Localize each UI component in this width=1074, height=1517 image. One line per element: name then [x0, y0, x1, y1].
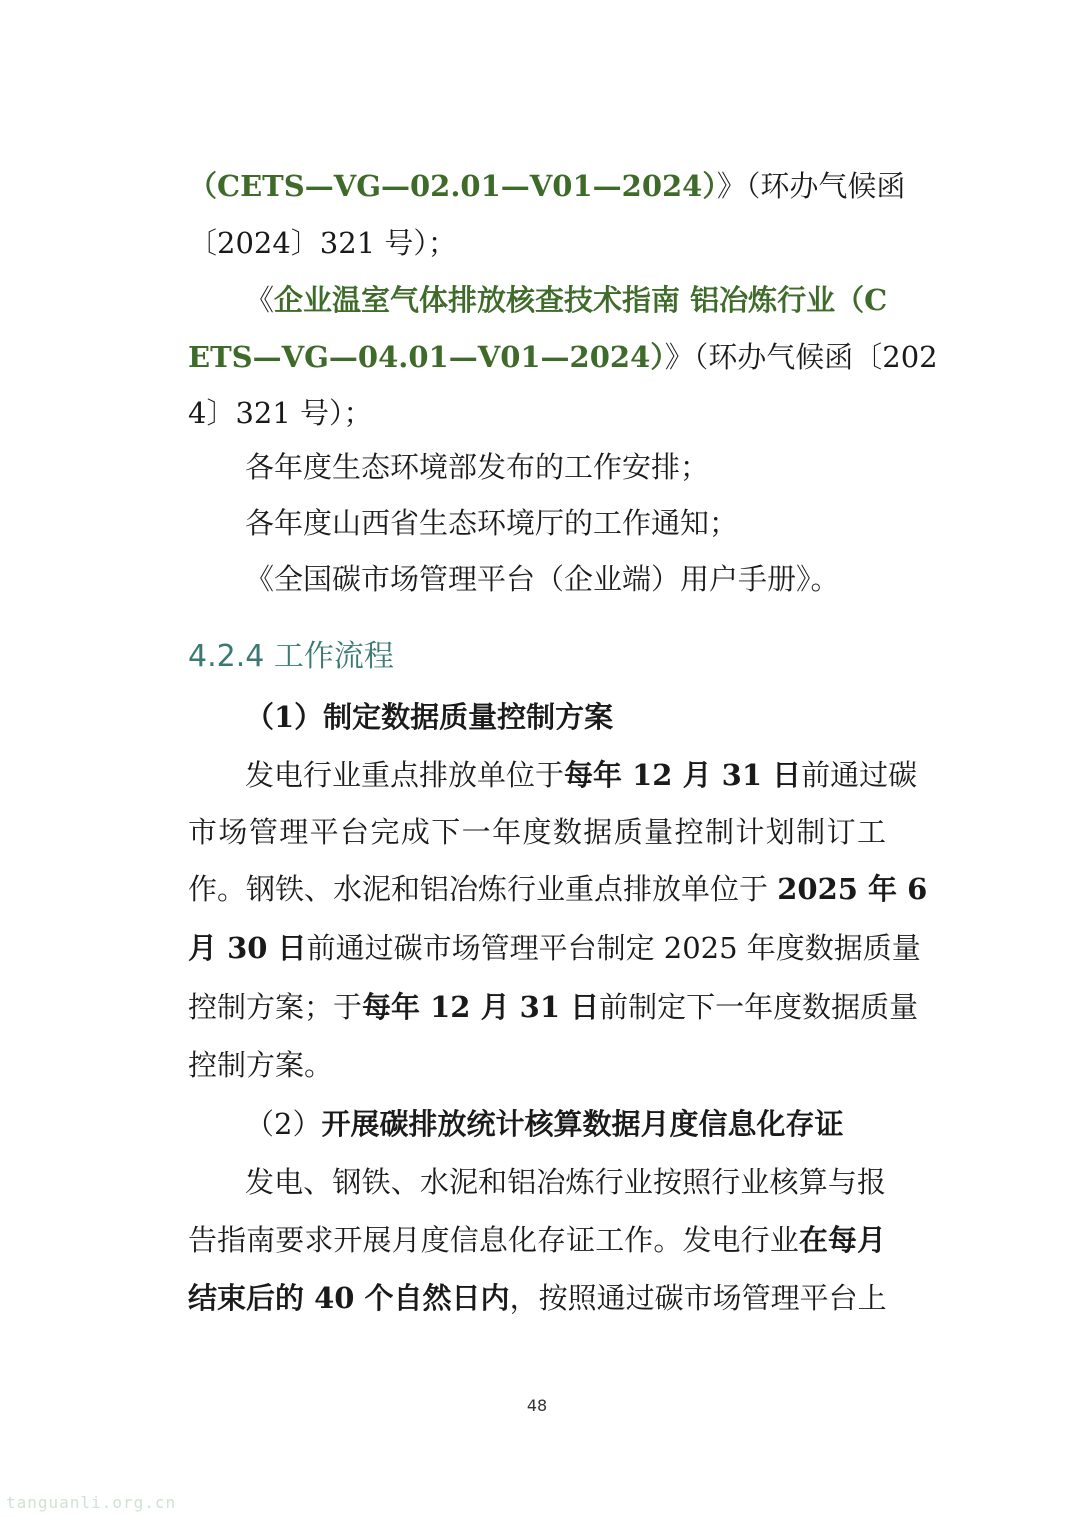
text-line: [245, 755, 918, 795]
text-segment: 作。钢铁、水泥和铝冶炼行业重点排放单位于: [188, 872, 778, 906]
text-line: [188, 987, 919, 1027]
text-line: [188, 812, 886, 852]
text-segment: 每年 12 月 31 日: [362, 990, 600, 1024]
text-segment: 开展碳排放统计核算数据月度信息化存证: [321, 1107, 844, 1141]
text-segment: 《全国碳市场管理平台（企业端）用户手册》。: [245, 562, 840, 596]
text-segment: 控制方案。: [188, 1048, 334, 1082]
watermark: tanguanli.org.cn: [6, 1493, 177, 1512]
text-segment: 前通过碳市场管理平台制定 2025 年度数据质量: [306, 931, 921, 965]
text-segment: 《: [245, 283, 275, 317]
text-line: [245, 1162, 886, 1202]
subheading: [245, 1104, 943, 1144]
text-segment: （CETS—VG—02.01—V01—2024）: [188, 169, 717, 203]
text-segment: ，按照通过碳市场管理平台上: [509, 1281, 887, 1315]
text-line: [245, 280, 886, 320]
text-segment: ETS—VG—04.01—V01—2024）: [188, 340, 665, 374]
text-segment: 〔2024〕321 号）；: [188, 226, 457, 260]
text-line: [188, 393, 886, 433]
text-segment: 》（环办气候函〔202: [664, 340, 938, 374]
text-segment: 发电、钢铁、水泥和铝冶炼行业按照行业核算与报: [245, 1165, 886, 1199]
text-segment: 前制定下一年度数据质量: [599, 990, 919, 1024]
text-line: [188, 1220, 886, 1260]
text-segment: 在每月: [798, 1223, 886, 1257]
text-line: [188, 223, 886, 263]
text-line: [245, 447, 943, 487]
text-segment: 月 30 日: [188, 931, 307, 965]
text-segment: 4〕321 号）；: [188, 396, 373, 430]
text-segment: （1）制定数据质量控制方案: [245, 700, 614, 734]
page-number: 48: [526, 1396, 548, 1415]
text-line: [245, 559, 943, 599]
text-segment: 企业温室气体排放核查技术指南 铝冶炼行业（C: [274, 283, 888, 317]
text-segment: （2）: [245, 1107, 322, 1141]
text-segment: 结束后的 40 个自然日内: [188, 1281, 510, 1315]
text-segment: 控制方案；于: [188, 990, 363, 1024]
text-segment: 各年度生态环境部发布的工作安排；: [245, 450, 710, 484]
text-line: [188, 928, 921, 968]
text-line: [188, 1278, 886, 1318]
text-line: [188, 1045, 886, 1085]
text-segment: 前通过碳: [801, 758, 918, 792]
text-segment: 市场管理平台完成下一年度数据质量控制计划制订工: [188, 815, 886, 849]
text-segment: 2025 年 6: [777, 872, 928, 906]
text-segment: 每年 12 月 31 日: [564, 758, 802, 792]
text-line: [188, 337, 938, 377]
section-heading: 4.2.4 工作流程: [188, 639, 394, 674]
subheading: [245, 697, 943, 737]
text-segment: 发电行业重点排放单位于: [245, 758, 565, 792]
text-line: [188, 166, 906, 206]
text-segment: 告指南要求开展月度信息化存证工作。发电行业: [188, 1223, 799, 1257]
text-line: [188, 869, 928, 909]
text-segment: 各年度山西省生态环境厅的工作通知；: [245, 506, 739, 540]
text-line: [245, 503, 943, 543]
text-segment: 》（环办气候函: [716, 169, 906, 203]
